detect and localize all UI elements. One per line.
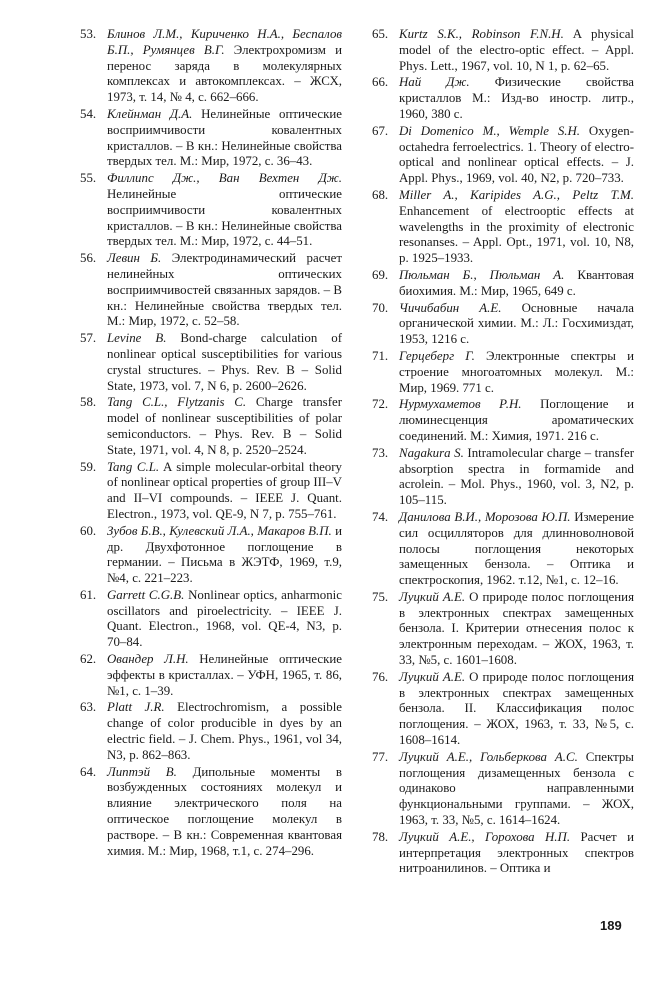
reference-77 bbox=[372, 750, 634, 829]
reference-text: и др. Двухфотонное поглощение в германии. – Письма в ЖЭТФ, 1969, т.9, №4, с. 221–223. bbox=[107, 523, 342, 586]
reference-authors: Липтэй В. bbox=[107, 764, 177, 779]
reference-text: Поглощение и люминесценция ароматических соединений. М.: Химия, 1971. 216 с. bbox=[399, 397, 634, 443]
reference-number: 55. bbox=[80, 171, 97, 186]
reference-authors: Нурмухаметов Р.Н. bbox=[399, 397, 522, 412]
reference-number: 59. bbox=[80, 459, 97, 474]
reference-text: Intramolecular charge – transfer absorption spectra in formamide and acrolein. – Mol. Phys., 1960, vol. 3, N2, p. 105–115. bbox=[399, 445, 634, 508]
reference-authors: Tang C.L., Flytzanis C. bbox=[107, 395, 247, 410]
reference-number: 73. bbox=[372, 445, 389, 460]
reference-text: Электронные спектры и строение многоатомных молекул. М.: Мир, 1969. 771 с. bbox=[399, 348, 634, 395]
reference-59 bbox=[80, 460, 342, 523]
right-column bbox=[372, 27, 634, 878]
reference-number: 57. bbox=[80, 331, 97, 346]
reference-text: Дипольные моменты в возбужденных состояниях молекул и влияние электрического поля на оптическое поглощение молекул в растворе. – В кн.: Современная квантовая химия. М.: Мир, 1968, т.1, с. 274–296. bbox=[107, 764, 342, 858]
reference-authors: Блинов Л.М., Кириченко Н.А., Беспалов Б.П., Румянцев В.Г. bbox=[107, 27, 342, 57]
reference-text: Нелинейные оптические восприимчивости ковалентных кристаллов. – В кн.: Нелинейные свойства твердых тел. М.: Мир, 1972, с. 44–51. bbox=[107, 186, 342, 249]
reference-number: 78. bbox=[372, 829, 389, 844]
reference-number: 69. bbox=[372, 267, 389, 282]
reference-number: 71. bbox=[372, 348, 389, 363]
reference-authors: Овандер Л.Н. bbox=[107, 652, 189, 667]
reference-authors: Пюльман Б., Пюльман А. bbox=[399, 267, 565, 282]
reference-authors: Чичибабин А.Е. bbox=[399, 300, 502, 315]
reference-57 bbox=[80, 331, 342, 394]
reference-authors: Клейнман Д.А. bbox=[107, 106, 193, 121]
reference-text: Нелинейные оптические восприимчивости ковалентных кристаллов. – В кн.: Нелинейные свойства твердых тел. М.: Мир, 1972, с. 36–43. bbox=[107, 106, 342, 169]
reference-number: 60. bbox=[80, 523, 97, 538]
reference-72 bbox=[372, 397, 634, 444]
reference-text: Расчет и интерпретация электронных спектров нитроанилинов. – Оптика и bbox=[399, 829, 634, 876]
reference-number: 54. bbox=[80, 106, 97, 121]
reference-text: Спектры поглощения дизамещенных бензола с одинаково направленными функциональными группами. – ЖОХ, 1963, т. 33, №5, с. 1614–1624. bbox=[399, 749, 634, 828]
reference-number: 58. bbox=[80, 395, 97, 410]
reference-authors: Nagakura S. bbox=[399, 445, 464, 460]
reference-78 bbox=[372, 830, 634, 877]
reference-text: О природе полос поглощения в электронных спектрах замещенных бензола. I. Критерии отнесения полос к электронным переходам. – ЖОХ, 1963, т. 33, №5, с. 1601–1608. bbox=[399, 589, 634, 668]
reference-56 bbox=[80, 251, 342, 330]
reference-number: 67. bbox=[372, 123, 389, 138]
reference-authors: Луцкий А.Е., Гольберкова А.С. bbox=[399, 749, 578, 764]
reference-text: Электродинамический расчет нелинейных оптических восприимчивостей связанных зарядов. – В кн.: Нелинейные свойства твердых тел. М.: Мир, 1972, с. 52–58. bbox=[107, 251, 342, 329]
reference-authors: Tang C.L. bbox=[107, 459, 160, 474]
reference-authors: Луцкий А.Е., Горохова Н.П. bbox=[399, 829, 571, 844]
reference-number: 61. bbox=[80, 587, 97, 602]
reference-76 bbox=[372, 670, 634, 749]
reference-number: 75. bbox=[372, 589, 389, 604]
reference-70 bbox=[372, 301, 634, 348]
reference-number: 53. bbox=[80, 27, 97, 41]
reference-text: Электрохромизм и перенос заряда в молекулярных комплексах и автокомплексах. – ЖСХ, 1973, т. 14, № 4, с. 662–666. bbox=[107, 42, 342, 105]
reference-text: Enhancement of electrooptic effects at wavelengths in the proximity of electronic resonanses. – Appl. Opt., 1971, vol. 10, N8, p. 1925–1933. bbox=[399, 203, 634, 266]
reference-74 bbox=[372, 510, 634, 589]
reference-authors: Най Дж. bbox=[399, 75, 470, 90]
reference-number: 72. bbox=[372, 397, 389, 412]
reference-65 bbox=[372, 27, 634, 74]
reference-number: 56. bbox=[80, 251, 97, 266]
reference-text: Измерение сил осцилляторов для длинноволновой полосы поглощения некоторых замещенных бензола. – Оптика и спектроскопия, 1962. т.12, №1, с. 12–16. bbox=[399, 509, 634, 588]
reference-number: 66. bbox=[372, 75, 389, 90]
reference-text: Физические свойства кристаллов М.: Изд-во иностр. литр., 1960, 380 с. bbox=[399, 75, 634, 121]
reference-authors: Di Domenico M., Wemple S.H. bbox=[399, 123, 581, 138]
reference-text: A physical model of the electro-optic effect. – Appl. Phys. Lett., 1967, vol. 10, N 1, p. 62–65. bbox=[399, 27, 634, 73]
reference-53 bbox=[80, 27, 342, 106]
reference-number: 65. bbox=[372, 27, 389, 41]
reference-55 bbox=[80, 171, 342, 250]
reference-authors: Levine B. bbox=[107, 331, 167, 346]
reference-text: Квантовая биохимия. М.: Мир, 1965, 649 с. bbox=[399, 267, 634, 298]
reference-text: Oxygen-octahedra ferroelectrics. 1. Theory of electro-optical and nonlinear optical effects. – J. Appl. Phys., 1969, vol. 40, N2, p. 720–733. bbox=[399, 123, 634, 186]
reference-authors: Garrett C.G.B. bbox=[107, 587, 185, 602]
reference-text: Charge transfer model of nonlinear susceptibilities of polar semiconductors. – Phys. Rev. B – Solid State, 1971, vol. 4, N 8, p. 2520–2524. bbox=[107, 395, 343, 457]
reference-authors: Данилова В.И., Морозова Ю.П. bbox=[399, 509, 571, 524]
reference-number: 62. bbox=[80, 652, 97, 667]
reference-text: Bond-charge calculation of nonlinear optical susceptibilities for various crystal structures. – Phys. Rev. B – Solid State, 1973, vol. 7, N 6, p. 2600–2626. bbox=[107, 331, 342, 393]
reference-69 bbox=[372, 268, 634, 300]
reference-text: Electrochromism, a possible change of color producible in dyes by an electric field. – J. Chem. Phys., 1961, vol 34, N3, p. 862–863. bbox=[107, 700, 343, 762]
reference-authors: Левин Б. bbox=[107, 251, 162, 266]
reference-number: 76. bbox=[372, 669, 389, 684]
reference-authors: Зубов Б.В., Кулевский Л.А., Макаров В.П. bbox=[107, 523, 332, 538]
reference-number: 77. bbox=[372, 749, 389, 764]
reference-number: 63. bbox=[80, 700, 97, 715]
reference-60 bbox=[80, 524, 342, 587]
reference-authors: Miller A., Karipides A.G., Peltz T.M. bbox=[399, 187, 634, 202]
reference-number: 74. bbox=[372, 509, 389, 524]
left-column bbox=[80, 27, 342, 860]
reference-62 bbox=[80, 652, 342, 699]
reference-number: 64. bbox=[80, 764, 97, 779]
reference-61 bbox=[80, 588, 342, 651]
reference-number: 70. bbox=[372, 300, 389, 315]
reference-63 bbox=[80, 700, 342, 763]
reference-authors: Герцеберг Г. bbox=[399, 348, 475, 363]
reference-number: 68. bbox=[372, 187, 389, 202]
reference-text: О природе полос поглощения в электронных спектрах замещенных бензола. II. Классификация полос поглощения. – ЖОХ, 1963, т. 33, №5, с. 1608–1614. bbox=[399, 669, 634, 748]
reference-text: Нелинейные оптические эффекты в кристаллах. – УФН, 1965, т. 86, №1, с. 1–39. bbox=[107, 652, 342, 698]
page-number: 189 bbox=[600, 918, 622, 933]
reference-authors: Филлипс Дж., Ван Вехтен Дж. bbox=[107, 171, 342, 186]
reference-authors: Луцкий А.Е. bbox=[399, 589, 466, 604]
reference-text: Nonlinear optics, anharmonic oscillators and piroelectricity. – IEEE J. Quant. Electron., 1968, vol. QE-4, N3, p. 70–84. bbox=[107, 587, 342, 650]
reference-authors: Луцкий А.Е. bbox=[399, 669, 466, 684]
reference-58 bbox=[80, 395, 342, 458]
reference-54 bbox=[80, 107, 342, 170]
reference-text: A simple molecular-orbital theory of nonlinear optical properties of group III–V and II–VI compounds. – IEEE J. Quant. Electron., 1973, vol. QE-9, N 7, p. 755–761. bbox=[107, 459, 342, 521]
reference-67 bbox=[372, 124, 634, 187]
reference-authors: Platt J.R. bbox=[107, 700, 165, 715]
reference-64 bbox=[80, 765, 342, 860]
reference-text: Основные начала органической химии. М.: Л.: Госхимиздат, 1953, 1216 с. bbox=[399, 300, 634, 347]
reference-71 bbox=[372, 349, 634, 396]
reference-73 bbox=[372, 446, 634, 509]
reference-68 bbox=[372, 188, 634, 267]
reference-authors: Kurtz S.K., Robinson F.N.H. bbox=[399, 27, 564, 41]
reference-75 bbox=[372, 590, 634, 669]
reference-66 bbox=[372, 75, 634, 122]
